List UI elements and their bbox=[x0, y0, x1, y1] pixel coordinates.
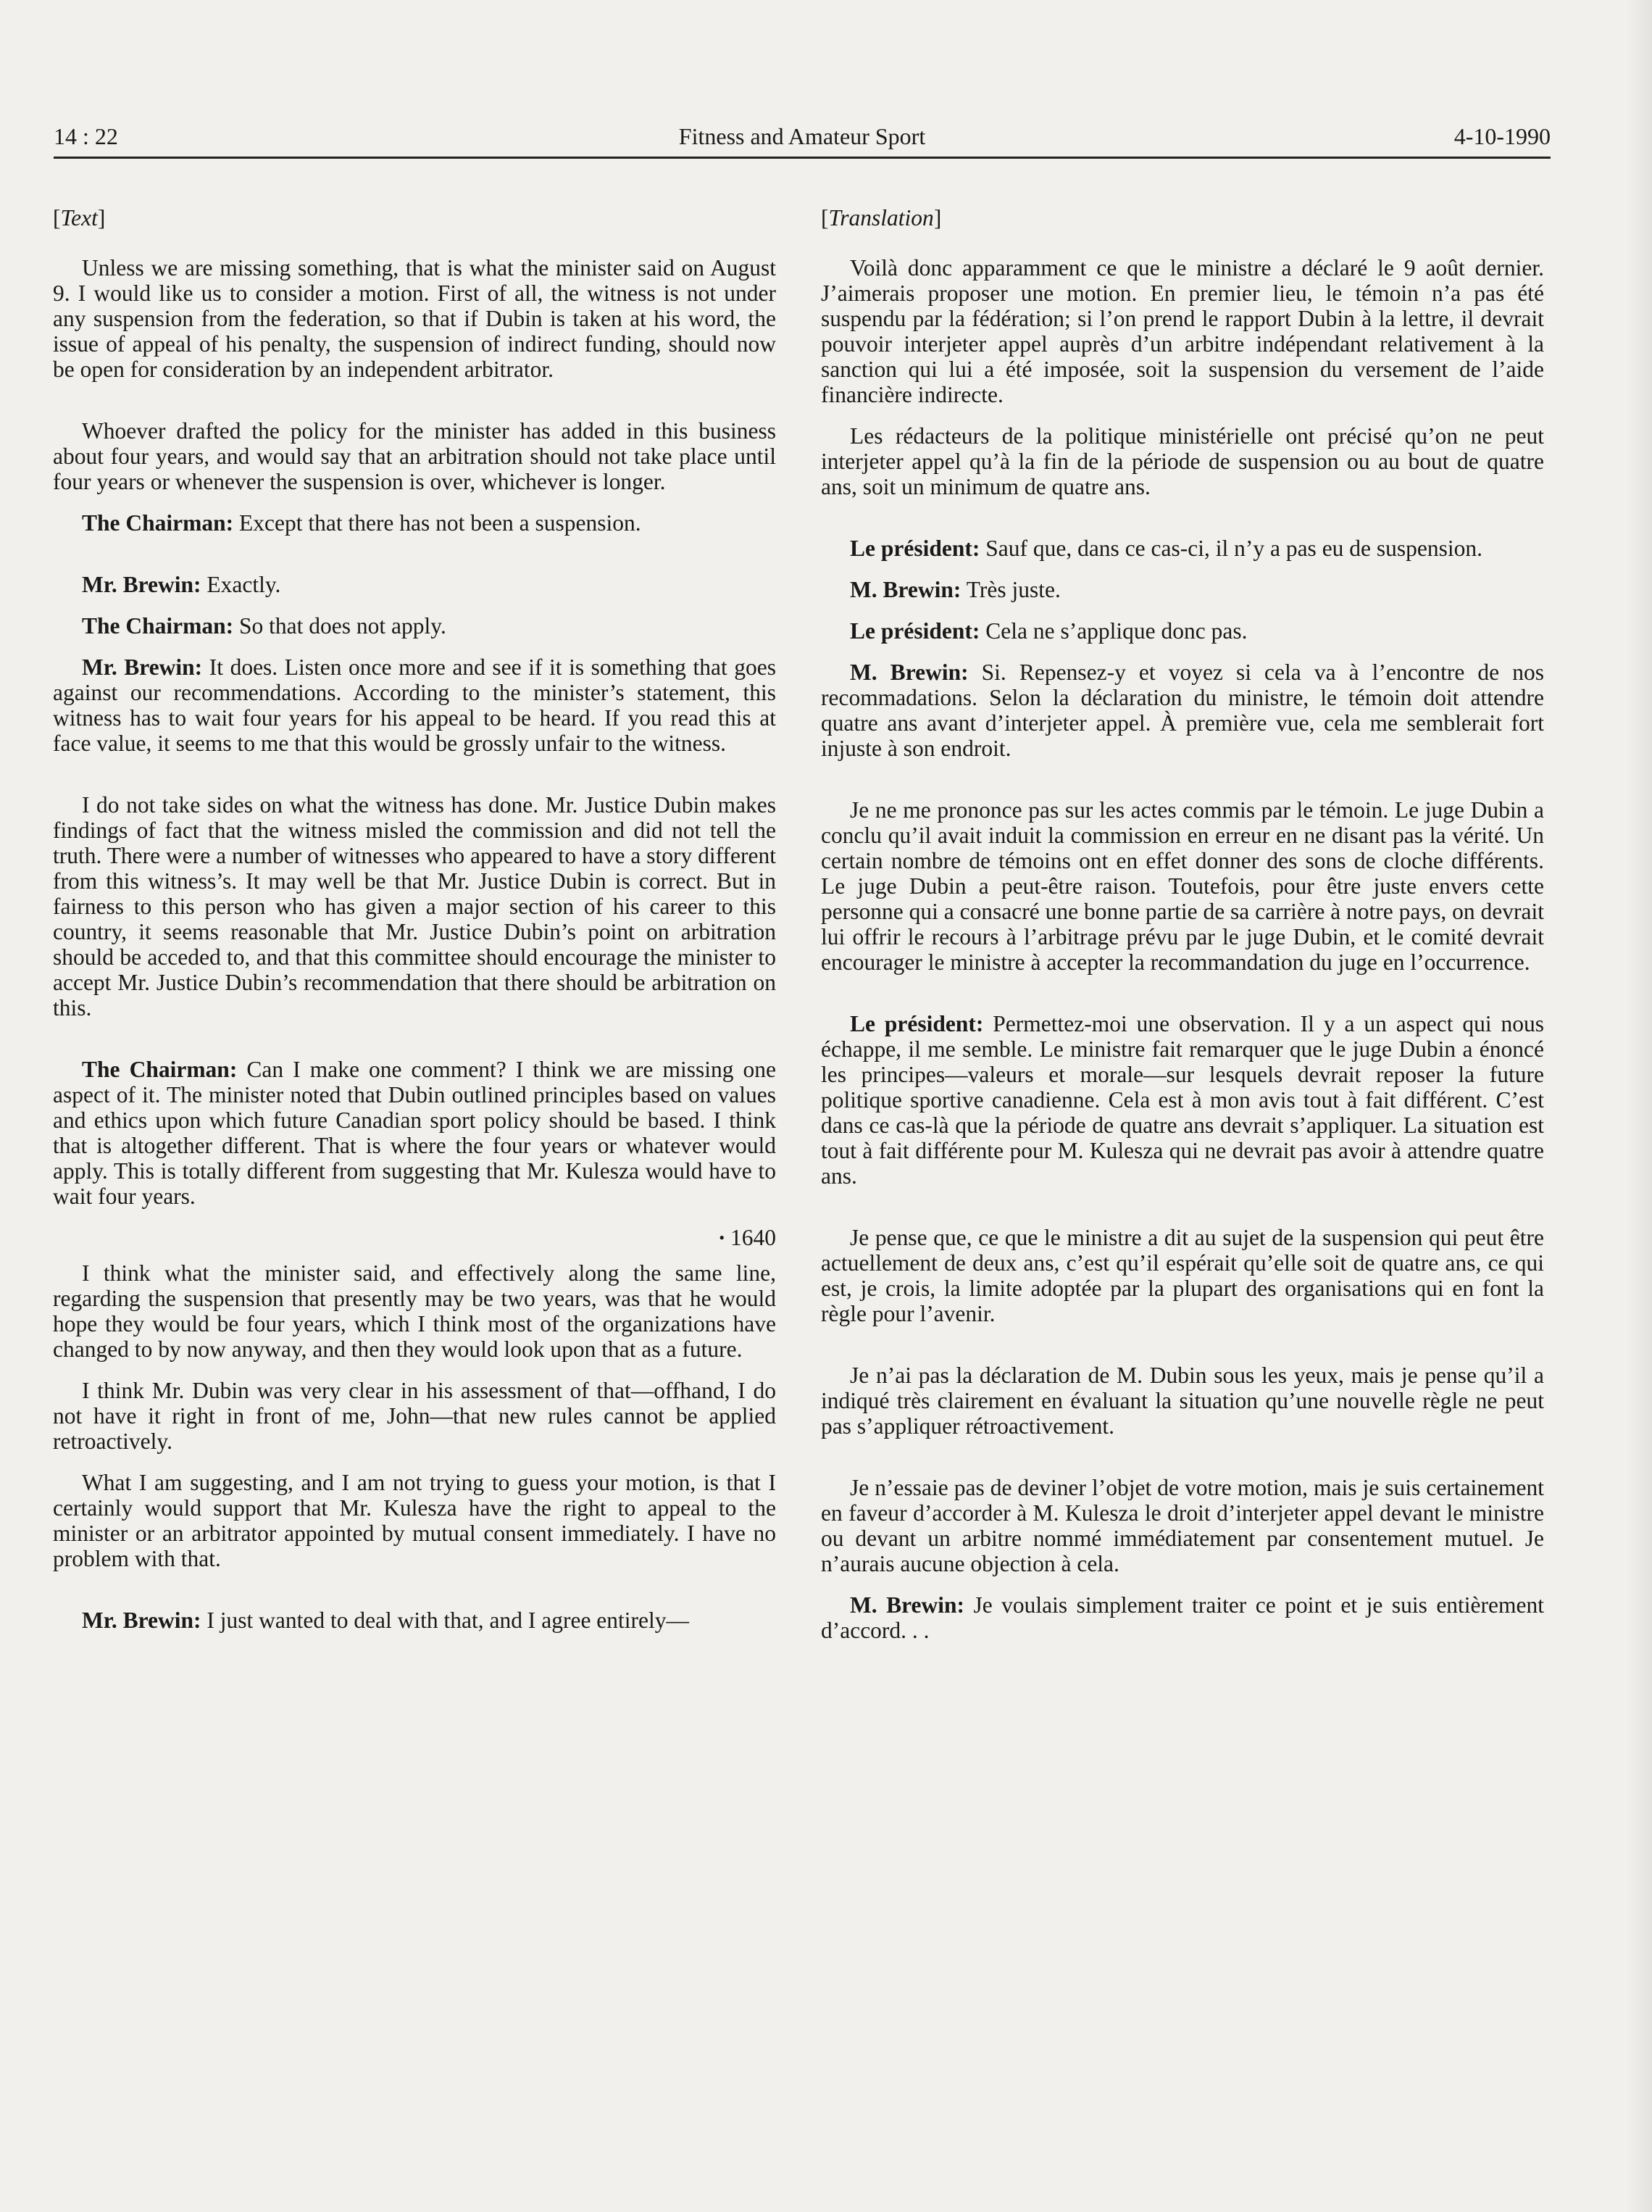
speaker-paragraph: Mr. Brewin: I just wanted to deal with that, and I agree entirely— bbox=[82, 1608, 690, 1633]
speaker-paragraph: Le président: Cela ne s’applique donc pas. bbox=[850, 618, 1248, 644]
speaker-paragraph: Mr. Brewin: It does. Listen once more and see if it is something that goes against our recommendations. According to the minister’s statement, this witness has to wait four years for his appeal to be heard. If you read this at face value, it seems to me that this would be grossly unfair to the witness. bbox=[53, 654, 777, 756]
speaker-name: The Chairman: bbox=[82, 1057, 238, 1082]
paragraph: Unless we are missing something, that is what the minister said on August 9. I would like us to consider a motion. First of all, the witness is not under any suspension from the federation, so that if Dubin is taken at his word, the issue of appeal of his penalty, the suspension of indirect funding, should now be open for consideration by an independent arbitrator. bbox=[53, 255, 776, 382]
page-number: 14 : 22 bbox=[54, 123, 118, 149]
paragraph: I think what the minister said, and effectively along the same line, regarding the suspension that presently may be two years, was that he would hope they would be four years, which I think most of the organizations have changed to by now anyway, and then they would look upon that as a future. bbox=[53, 1260, 776, 1362]
speaker-paragraph: The Chairman: So that does not apply. bbox=[82, 613, 446, 639]
page-header bbox=[54, 120, 1551, 159]
paragraph: Je n’ai pas la déclaration de M. Dubin sous les yeux, mais je pense qu’il a indiqué très clairement en évaluant la situation qu’une nouvelle règle ne peut pas s’appliquer rétroactivement. bbox=[821, 1363, 1544, 1439]
speaker-name: M. Brewin: bbox=[850, 660, 969, 685]
speaker-paragraph: Le président: Sauf que, dans ce cas-ci, il n’y a pas eu de suspension. bbox=[850, 536, 1483, 561]
speaker-name: Le président: bbox=[850, 1011, 984, 1036]
page-edge-shadow bbox=[1626, 0, 1652, 2212]
speaker-name: Mr. Brewin: bbox=[82, 572, 201, 597]
paragraph: Whoever drafted the policy for the minister has added in this business about four years, and would say that an arbitration should not take place until four years or whenever the suspension is over, whichever is longer. bbox=[53, 418, 776, 494]
translation-tag: [Translation] bbox=[821, 205, 942, 230]
paragraph: Je n’essaie pas de deviner l’objet de votre motion, mais je suis certainement en faveur d’accorder à M. Kulesza le droit d’interjeter appel devant le ministre ou devant un arbitre nommé immédiatement par consentement mutuel. Je n’aurais aucune objection à cela. bbox=[821, 1475, 1544, 1576]
speaker-name: M. Brewin: bbox=[850, 1592, 964, 1618]
header-date: 4-10-1990 bbox=[1453, 123, 1551, 149]
speaker-name: Le président: bbox=[850, 536, 980, 561]
speaker-paragraph: Mr. Brewin: Exactly. bbox=[82, 572, 281, 597]
speaker-paragraph: The Chairman: Can I make one comment? I think we are missing one aspect of it. The minister noted that Dubin outlined principles based on values and ethics upon which future Canadian sport policy should be based. I think that is altogether different. That is where the four years or whatever would apply. This is totally different from suggesting that Mr. Kulesza would have to wait four years. bbox=[53, 1057, 776, 1209]
paragraph: Je pense que, ce que le ministre a dit au sujet de la suspension qui peut être actuellement de deux ans, c’est qu’il espérait qu’elle soit de quatre ans, ce qui est, je crois, la limite adoptée par la plupart des organisations qui en font la règle pour l’avenir. bbox=[821, 1225, 1544, 1326]
french-column bbox=[821, 205, 1544, 1659]
text-tag: [Text] bbox=[53, 205, 106, 230]
running-title: Fitness and Amateur Sport bbox=[678, 123, 926, 149]
speaker-paragraph: Le président: Permettez-moi une observation. Il y a un aspect qui nous échappe, il me semble. Le ministre fait remarquer que le juge Dubin a énoncé les principes—valeurs et morale—sur lesquels devrait reposer la future politique sportive canadienne. Cela est à mon avis tout à fait différent. C’est dans ce cas-là que la période de quatre ans devrait s’appliquer. La situation est tout à fait différente pour M. Kulesza qui ne devrait pas avoir à attendre quatre ans. bbox=[821, 1011, 1544, 1189]
speaker-name: M. Brewin: bbox=[850, 577, 961, 602]
speaker-paragraph: M. Brewin: Je voulais simplement traiter ce point et je suis entièrement d’accord. . . bbox=[821, 1592, 1544, 1643]
paragraph: Voilà donc apparamment ce que le ministre a déclaré le 9 août dernier. J’aimerais proposer une motion. En premier lieu, le témoin n’a pas été suspendu par la fédération; si l’on prend le rapport Dubin à la lettre, il devrait pouvoir interjeter appel auprès d’un arbitre indépendant relativement à la sanction qui lui a été imposée, soit la suspension du versement de l’aide financière indirecte. bbox=[821, 255, 1544, 407]
time-marker: • 1640 bbox=[719, 1225, 776, 1250]
speaker-name: The Chairman: bbox=[82, 613, 234, 639]
speaker-name: The Chairman: bbox=[82, 510, 234, 536]
paragraph: I think Mr. Dubin was very clear in his assessment of that—offhand, I do not have it right in front of me, John—that new rules cannot be applied retroactively. bbox=[53, 1378, 776, 1454]
paragraph: Je ne me prononce pas sur les actes commis par le témoin. Le juge Dubin a conclu qu’il avait induit la commission en erreur en ne disant pas la vérité. Un certain nombre de témoins ont en effet donner des sons de cloche différents. Le juge Dubin a peut-être raison. Toutefois, pour être juste envers cette personne qui a consacré une bonne partie de sa carrière à notre pays, on devrait lui offrir le recours à l’arbitrage prévu par le juge Dubin, et le comité devrait encourager le ministre à accepter la recommandation du juge en l’occurrence. bbox=[821, 797, 1544, 975]
paragraph: Les rédacteurs de la politique ministérielle ont précisé qu’on ne peut interjeter appel qu’à la fin de la période de suspension ou au bout de quatre ans, soit un minimum de quatre ans. bbox=[821, 423, 1544, 499]
english-column bbox=[53, 205, 776, 1649]
paragraph: What I am suggesting, and I am not trying to guess your motion, is that I certainly would support that Mr. Kulesza have the right to appeal to the minister or an arbitrator appointed by mutual consent immediately. I have no problem with that. bbox=[53, 1470, 776, 1571]
speaker-paragraph: M. Brewin: Si. Repensez-y et voyez si cela va à l’encontre de nos recommadations. Selon la déclaration du ministre, le témoin doit attendre quatre ans avant d’interjeter appel. À première vue, cela me semblerait fort injuste à son endroit. bbox=[821, 660, 1544, 761]
speaker-name: Mr. Brewin: bbox=[82, 1608, 201, 1633]
speaker-paragraph: M. Brewin: Très juste. bbox=[850, 577, 1061, 602]
speaker-paragraph: The Chairman: Except that there has not been a suspension. bbox=[82, 510, 641, 536]
paragraph: I do not take sides on what the witness has done. Mr. Justice Dubin makes findings of fact that the witness misled the commission and did not tell the truth. There were a number of witnesses who appeared to have a story different from this witness’s. It may well be that Mr. Justice Dubin is correct. But in fairness to this person who has given a major section of his career to this country, it seems reasonable that Mr. Justice Dubin’s point on arbitration should be acceded to, and that this committee should encourage the minister to accept Mr. Justice Dubin’s recommendation that there should be arbitration on this. bbox=[53, 792, 776, 1020]
speaker-name: Le président: bbox=[850, 618, 980, 644]
speaker-name: Mr. Brewin: bbox=[82, 654, 203, 680]
